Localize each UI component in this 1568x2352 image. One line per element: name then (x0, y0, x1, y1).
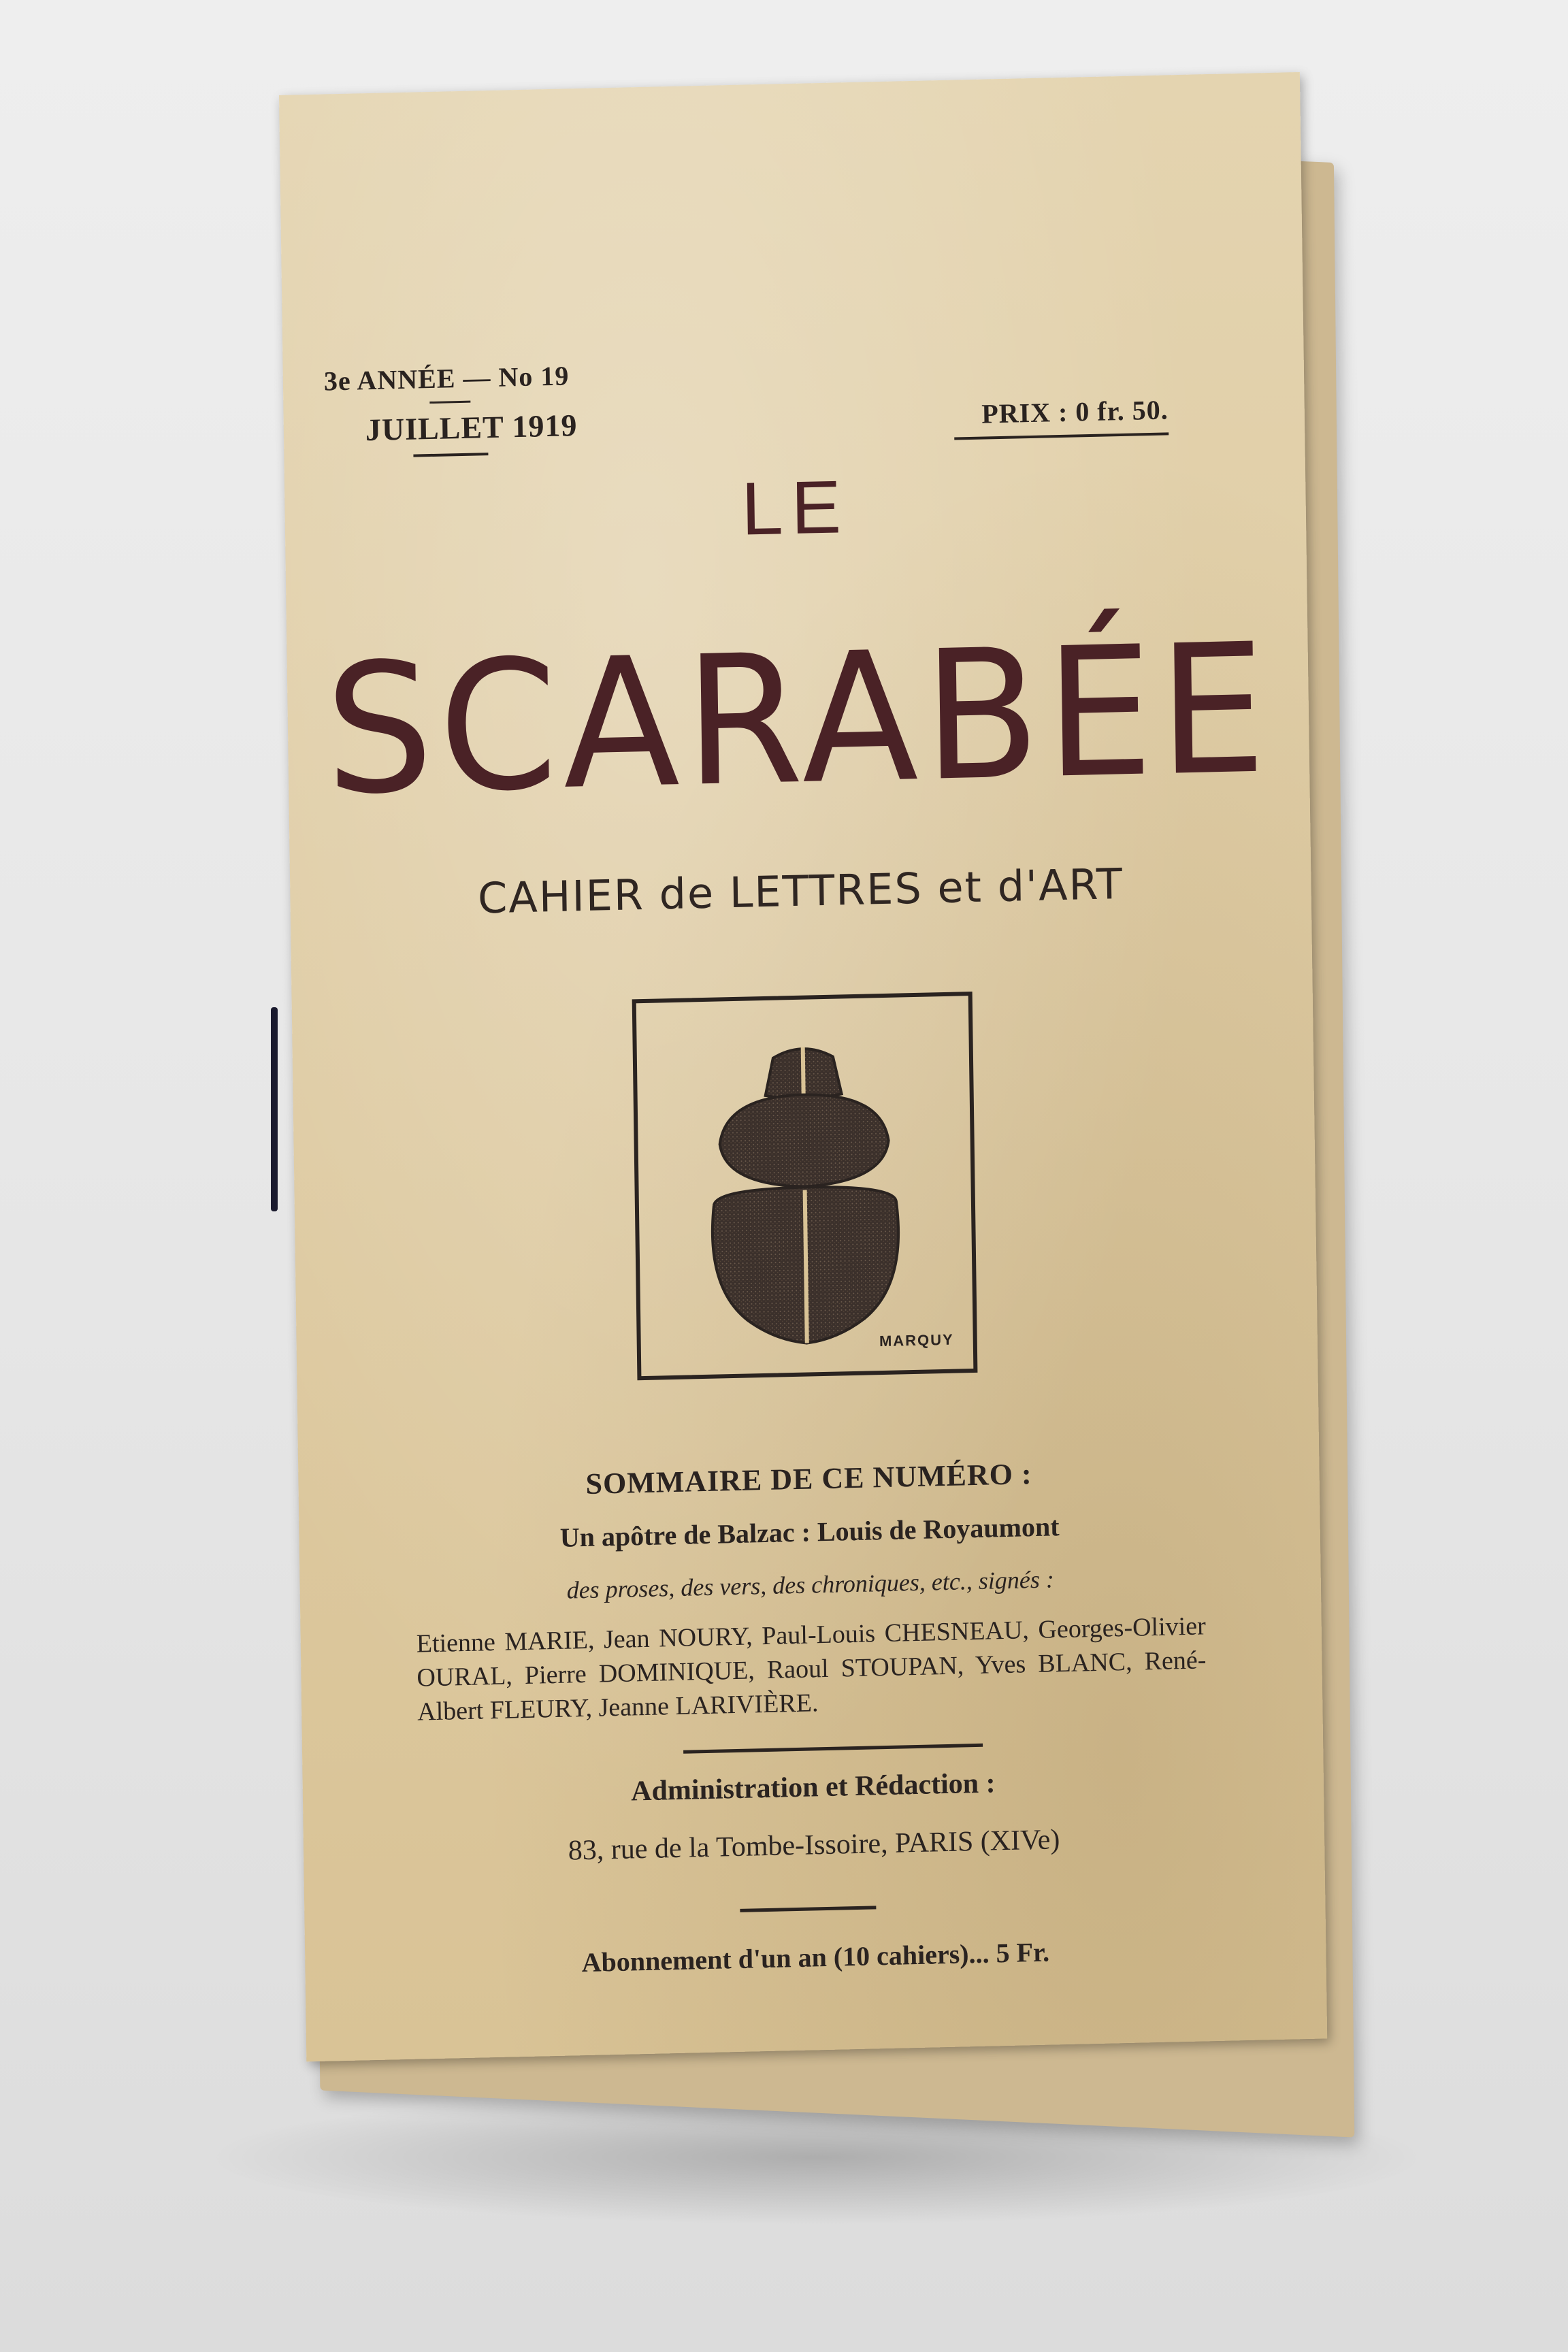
contents-intro: des proses, des vers, des chroniques, etc., signés : (566, 1565, 1055, 1604)
edition-rule (429, 401, 470, 404)
feature-article: Un apôtre de Balzac : Louis de Royaumont (559, 1511, 1060, 1553)
title-article: LE (740, 465, 850, 551)
scarab-beetle-icon (636, 996, 974, 1376)
artist-signature: MARQUY (879, 1330, 954, 1350)
magazine-subtitle: CAHIER de LETTRES et d'ART (477, 858, 1124, 924)
address-divider (740, 1906, 876, 1912)
summary-heading: SOMMAIRE DE CE NUMÉRO : (585, 1457, 1032, 1501)
booklet-spine (271, 1007, 278, 1211)
magazine-cover (279, 72, 1327, 2061)
contributors-list: Etienne MARIE, Jean NOURY, Paul-Louis CHESNEAU, Georges-Olivier OURAL, Pierre DOMINIQUE, Raoul STOUPAN, Yves BLANC, René-Albert FLEURY, Jeanne LARIVIÈRE. (416, 1612, 1207, 1727)
administration-heading: Administration et Rédaction : (630, 1767, 996, 1808)
magazine-title: SCARABÉE (323, 604, 1273, 834)
administration-address: 83, rue de la Tombe-Issoire, PARIS (XIVe) (568, 1824, 1060, 1867)
issue-price: PRIX : 0 fr. 50. (981, 394, 1169, 429)
section-divider (683, 1744, 983, 1754)
subscription-info: Abonnement d'un an (10 cahiers)... 5 Fr. (581, 1936, 1050, 1978)
issue-month: JUILLET 1919 (365, 408, 578, 448)
price-rule (954, 432, 1169, 440)
cover-illustration (632, 992, 978, 1380)
month-rule (413, 453, 488, 457)
edition-number: 3e ANNÉE — No 19 (323, 360, 570, 397)
